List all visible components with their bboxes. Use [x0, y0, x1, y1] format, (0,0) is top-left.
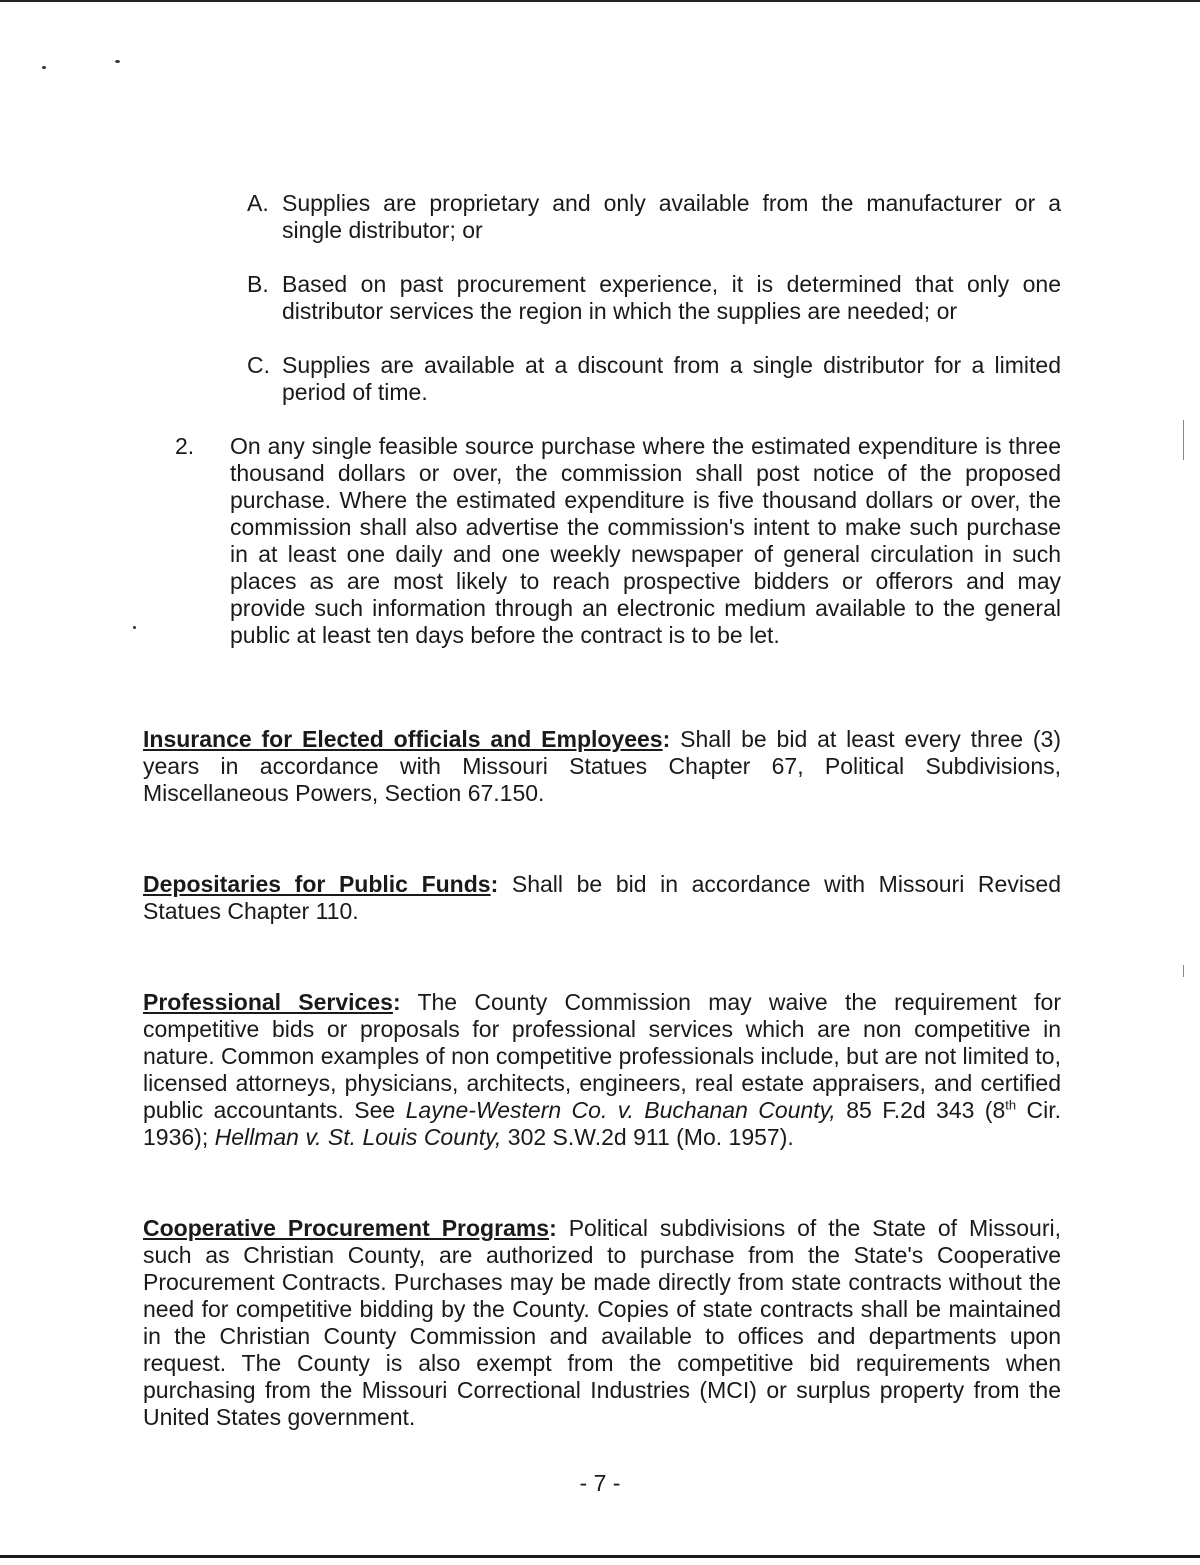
numbered-item [175, 433, 1061, 649]
top-border-rule [0, 0, 1200, 9]
section-heading: Depositaries for Public Funds [143, 871, 491, 897]
heading-colon: : [549, 1215, 557, 1241]
depositaries-section [143, 871, 1061, 925]
list-item [247, 190, 1061, 244]
insurance-section [143, 726, 1061, 807]
section-body: Political subdivisions of the State of Missouri, such as Christian County, are authorized to purchase from the State's Cooperative Procurement Contracts. Purchases may be made directly from state contracts without the need for competitive bidding by the County. Copies of state contracts shall be maintained in the Christian County Commission and available to offices and departments upon request. The County is also exempt from the competitive bid requirements when purchasing from the Missouri Correctional Industries (MCI) or surplus property from the United States government. [143, 1215, 1062, 1430]
case-citation: 302 S.W.2d 911 (Mo. 1957). [507, 1124, 794, 1150]
case-citation: Cir. 1936); [143, 1097, 1061, 1150]
scan-edge-mark [1183, 965, 1184, 977]
scan-speck [42, 66, 46, 69]
list-item [247, 271, 1061, 325]
scan-speck [115, 60, 120, 63]
list-marker: C. [247, 352, 270, 378]
list-marker: B. [247, 271, 269, 297]
section-body: Shall be bid in accordance with Missouri Revised Statues Chapter 110. [143, 871, 1062, 924]
case-citation-name: Layne-Western Co. v. Buchanan County, [405, 1097, 836, 1123]
list-item-text: Supplies are available at a discount from a single distributor for a limited period of time. [282, 352, 1061, 405]
list-item-text: Supplies are proprietary and only available from the manufacturer or a single distributor; or [282, 190, 1061, 243]
heading-colon: : [662, 726, 671, 752]
list-item-text: Based on past procurement experience, it is determined that only one distributor services the region in which the supplies are needed; or [282, 271, 1061, 324]
sub-list [143, 190, 1061, 406]
section-heading: Professional Services [143, 989, 393, 1015]
cooperative-procurement-section [143, 1215, 1061, 1431]
list-item [247, 352, 1061, 406]
ordinal-superscript: th [1005, 1097, 1017, 1113]
page-number: - 7 - [579, 1470, 621, 1496]
section-heading: Insurance for Elected officials and Employees [143, 726, 663, 752]
bottom-border-rule [0, 1555, 1200, 1558]
numbered-marker: 2. [175, 433, 195, 459]
scan-edge-mark [1183, 420, 1184, 460]
case-citation: 85 F.2d 343 (8 [846, 1097, 1006, 1123]
scan-speck [133, 626, 136, 629]
heading-colon: : [392, 989, 401, 1015]
heading-colon: : [490, 871, 499, 897]
document-body [143, 190, 1061, 1454]
section-body: Shall be bid at least every three (3) years in accordance with Missouri Statues Chapter 67, Political Subdivisions, Miscellaneous Powers, Section 67.150. [143, 726, 1062, 806]
numbered-item-text: On any single feasible source purchase where the estimated expenditure is three thousand dollars or over, the commission shall post notice of the proposed purchase. Where the estimated expenditure is five thousand dollars or over, the commission shall also advertise the commission's intent to make such purchase in at least one daily and one weekly newspaper of general circulation in such places as are most likely to reach prospective bidders or offerors and may provide such information through an electronic medium available to the general public at least ten days before the contract is to be let. [230, 433, 1061, 648]
list-marker: A. [247, 190, 269, 216]
professional-services-section [143, 989, 1061, 1151]
section-heading: Cooperative Procurement Programs [143, 1215, 550, 1241]
case-citation-name: Hellman v. St. Louis County, [214, 1124, 502, 1150]
section-body: The County Commission may waive the requirement for competitive bids or proposals for professional services which are non competitive in nature. Common examples of non competitive professionals include, but are not limited to, licensed attorneys, physicians, architects, engineers, real estate appraisers, and certified public accountants. See [143, 989, 1061, 1123]
